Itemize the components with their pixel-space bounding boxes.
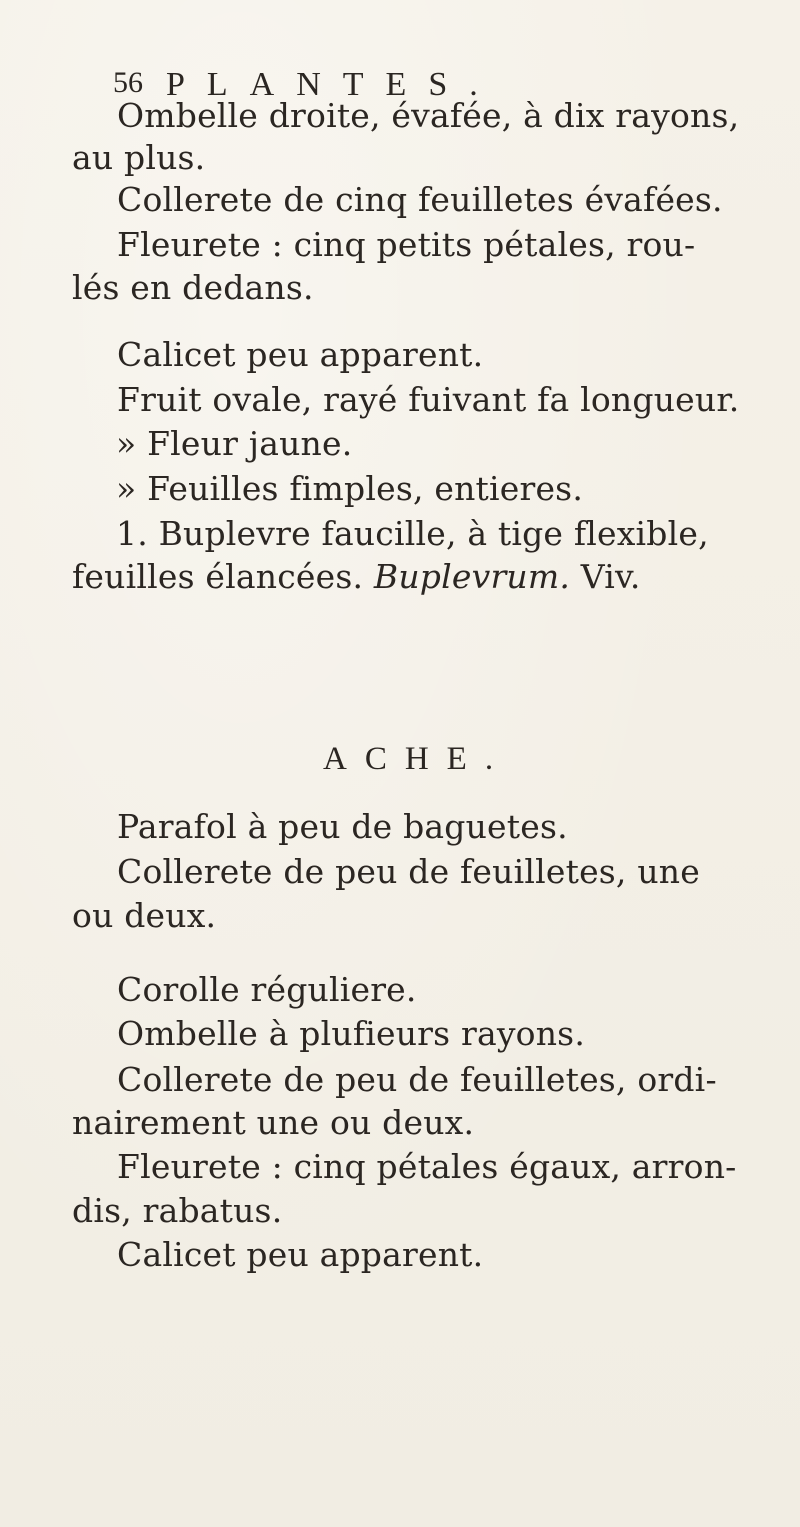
text-span: feuilles élancées. <box>72 557 374 596</box>
text-line: Collerete de peu de feuilletes, ordi- <box>117 1060 717 1099</box>
text-line: Corolle réguliere. <box>117 970 417 1009</box>
text-line: 1. Buplevre faucille, à tige flexible, <box>116 514 709 553</box>
text-line: Fleurete : cinq pétales égaux, arron- <box>117 1147 737 1186</box>
text-line: Fruit ovale, rayé fuivant fa longueur. <box>117 380 740 419</box>
text-line: » Fleur jaune. <box>116 424 353 463</box>
text-line: ou deux. <box>72 896 217 935</box>
text-line: au plus. <box>72 138 206 177</box>
running-title: PLANTES. <box>166 66 500 103</box>
text-line: lés en dedans. <box>72 268 314 307</box>
text-span: Viv. <box>570 557 641 596</box>
latin-name: Buplevrum. <box>373 557 571 596</box>
text-line: Ombelle droite, évafée, à dix rayons, <box>117 96 740 135</box>
text-line <box>72 557 641 597</box>
text-line: nairement une ou deux. <box>72 1103 475 1142</box>
text-line: Parafol à peu de baguetes. <box>117 807 568 846</box>
text-line: dis, rabatus. <box>72 1191 283 1230</box>
text-line: Calicet peu apparent. <box>117 1235 484 1274</box>
page-number: 56 <box>113 66 143 99</box>
text-line: » Feuilles fimples, entieres. <box>116 469 584 508</box>
text-line: Collerete de cinq feuilletes évafées. <box>117 180 723 219</box>
text-line: Ombelle à plufieurs rayons. <box>117 1014 586 1053</box>
text-line: Fleurete : cinq petits pétales, rou- <box>117 225 696 264</box>
section-heading: ACHE. <box>323 741 512 777</box>
text-line: Calicet peu apparent. <box>117 335 484 374</box>
text-line: Collerete de peu de feuilletes, une <box>117 852 700 891</box>
